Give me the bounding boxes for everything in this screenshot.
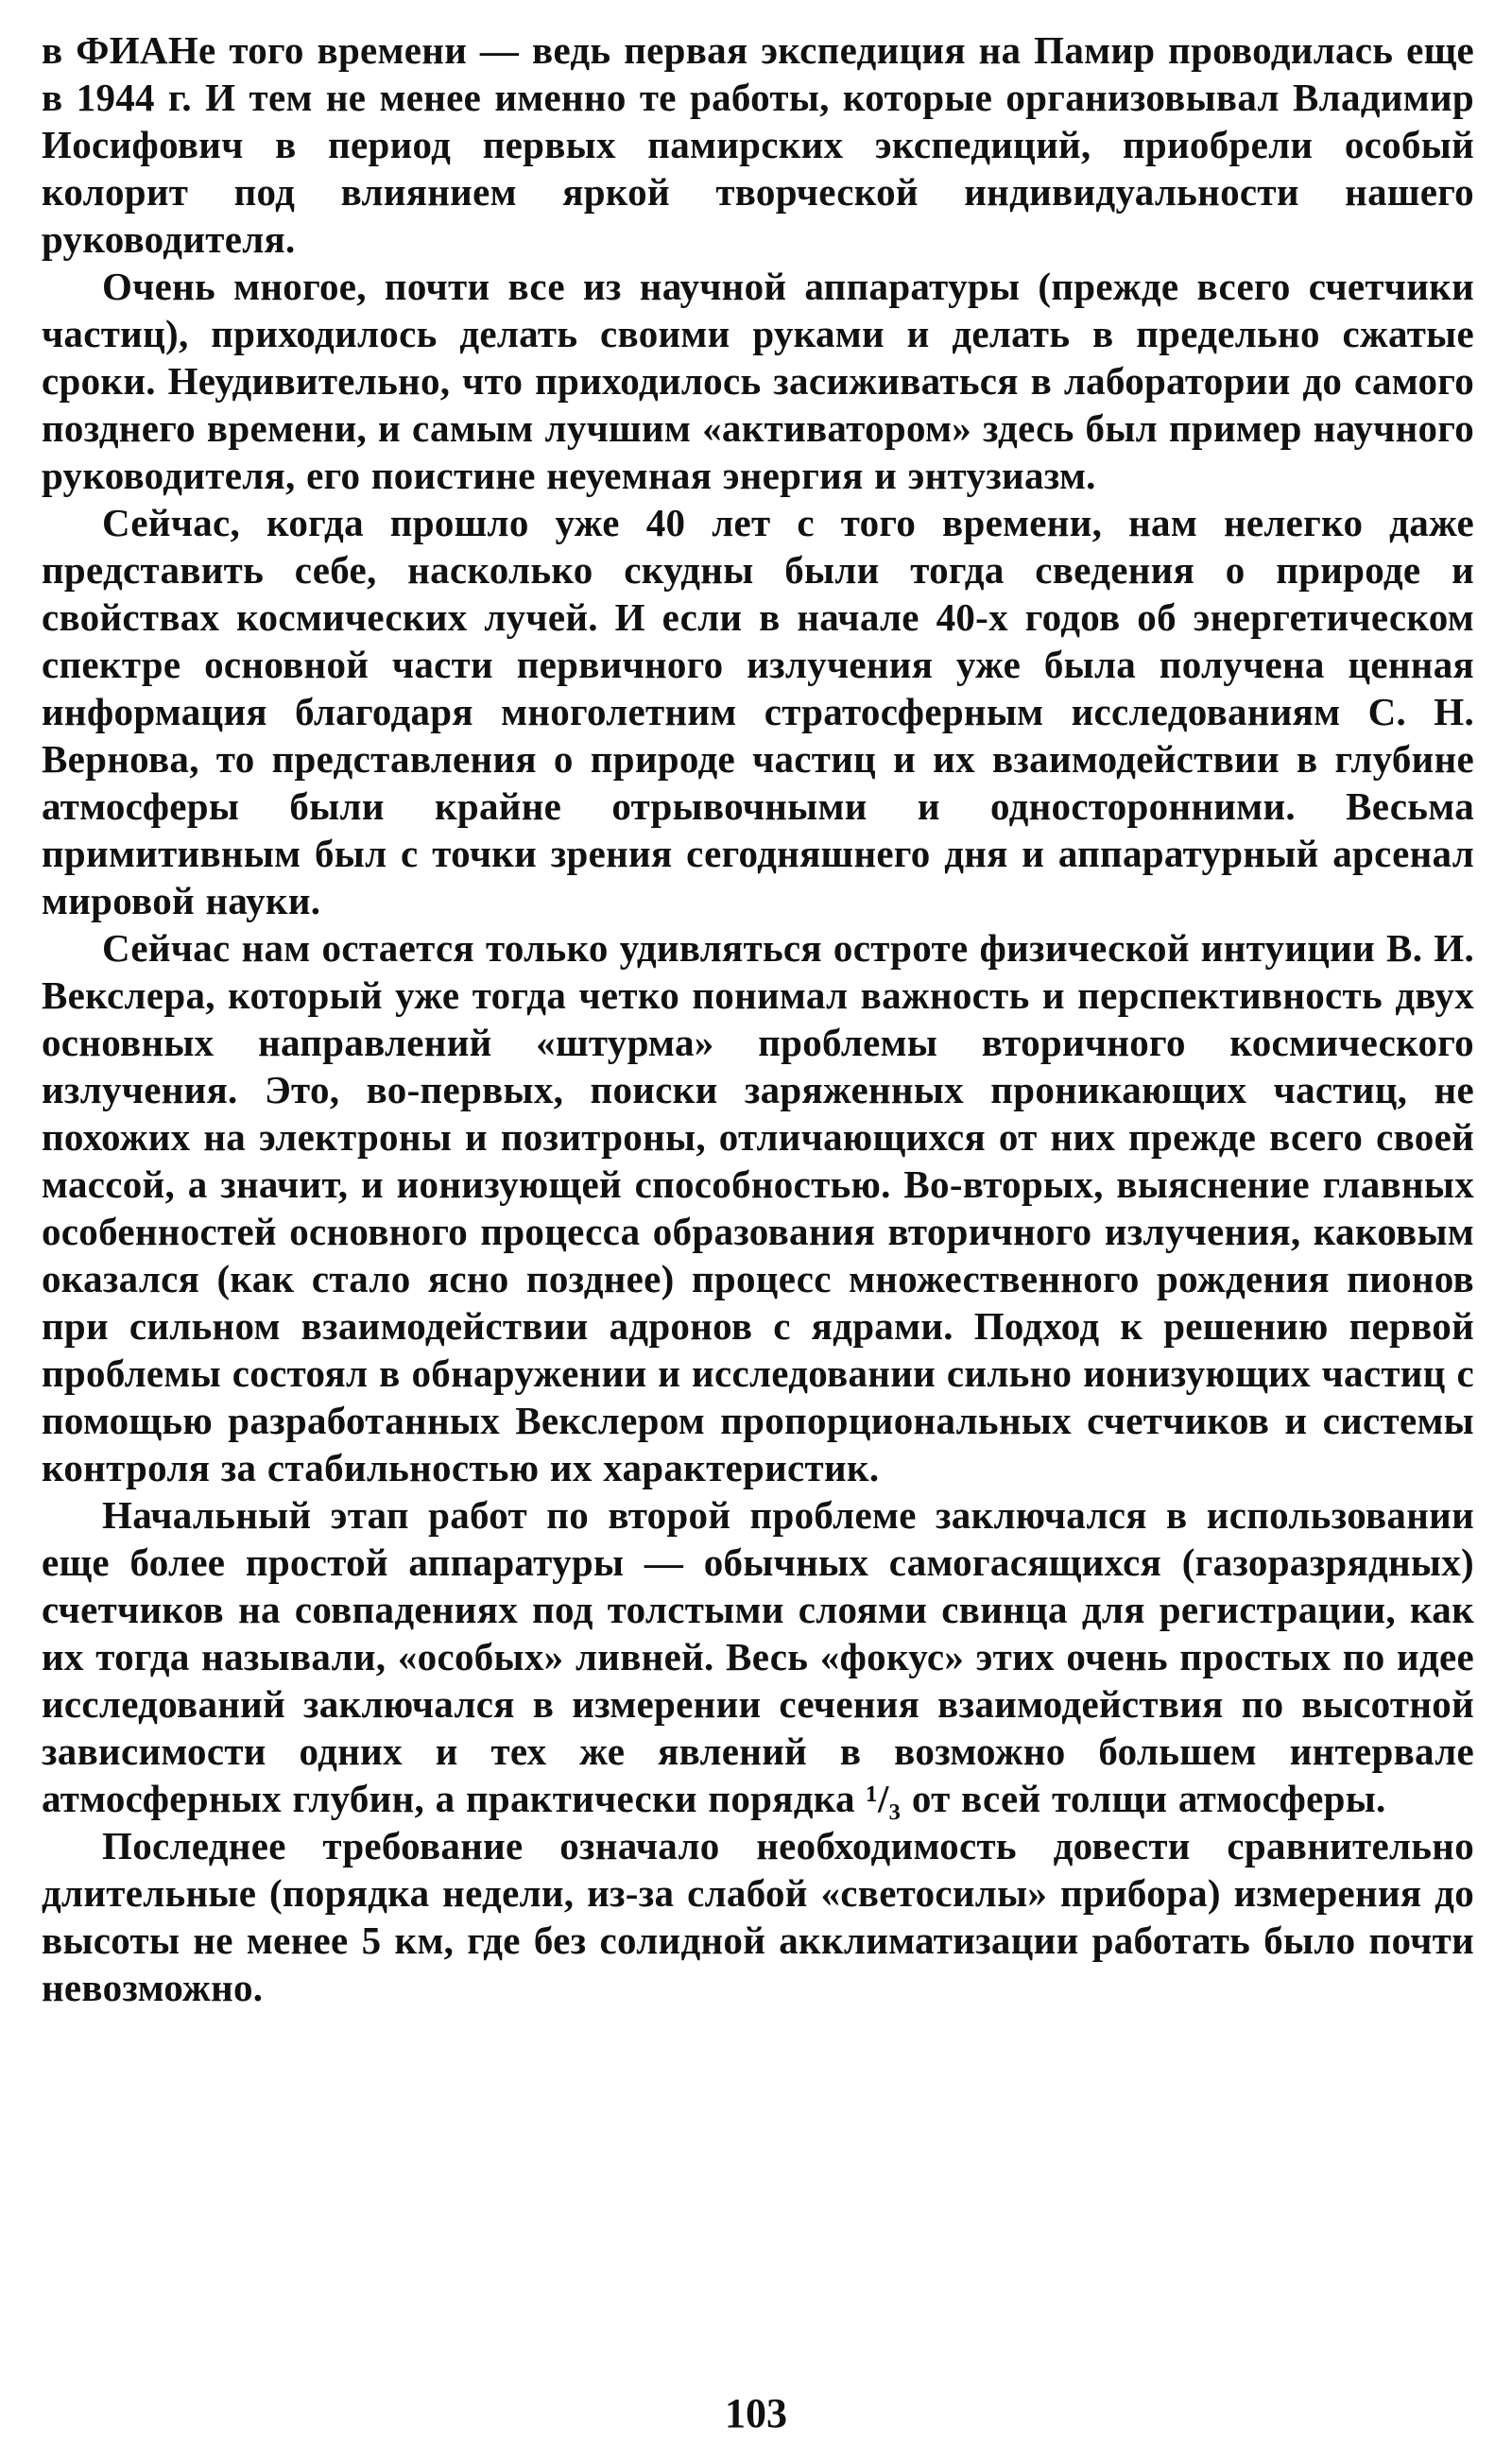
paragraph-continued: в ФИАНе того времени — ведь первая экспедиция на Памир проводилась еще в 1944 г. И тем не менее именно те работы, которые организовывал Владимир Иосифович в период первых памирских экспедиций, приобрели особый колорит под влиянием яркой творческой индивидуальности нашего руководителя. [42,28,1474,261]
paragraph: Начальный этап работ по второй проблеме заключался в использовании еще более простой аппаратуры — обычных самогасящихся (газоразрядных) счетчиков на совпадениях под толстыми слоями свинца для регистрации, как их тогда называли, «особых» ливней. Весь «фокус» этих очень простых по идее исследований заключался в измерении сечения взаимодействия по высотной зависимости одних и тех же явлений в возможно большем интервале атмосферных глубин, а практически порядка ¹/₃ от всей толщи атмосферы. [42,1493,1474,1820]
paragraph: Последнее требование означало необходимость довести сравнительно длительные (порядка недели, из-за слабой «светосилы» прибора) измерения до высоты не менее 5 км, где без солидной акклиматизации работать было почти невозможно. [42,1824,1474,2009]
paragraph: Сейчас нам остается только удивляться остроте физической интуиции В. И. Векслера, который уже тогда четко понимал важность и перспективность двух основных направлений «штурма» проблемы вторичного космического излучения. Это, во-первых, поиски заряженных проникающих частиц, не похожих на электроны и позитроны, отличающихся от них прежде всего своей массой, а значит, и ионизующей способностью. Во-вторых, выяснение главных особенностей основного процесса образования вторичного излучения, каковым оказался (как стало ясно позднее) процесс множественного рождения пионов при сильном взаимодействии адронов с ядрами. Подход к решению первой проблемы состоял в обнаружении и исследовании сильно ионизующих частиц с помощью разработанных Векслером пропорциональных счетчиков и системы контроля за стабильностью их характеристик. [42,926,1474,1489]
body-text [42,26,1474,2011]
paragraph: Сейчас, когда прошло уже 40 лет с того времени, нам нелегко даже представить себе, насколько скудны были тогда сведения о природе и свойствах космических лучей. И если в начале 40-х годов об энергетическом спектре основной части первичного излучения уже была получена ценная информация благодаря многолетним стратосферным исследованиям С. Н. Вернова, то представления о природе частиц и их взаимодействии в глубине атмосферы были крайне отрывочными и односторонними. Весьма примитивным был с точки зрения сегодняшнего дня и аппаратурный арсенал мировой науки. [42,501,1474,922]
page-number: 103 [725,2390,787,2436]
paragraph: Очень многое, почти все из научной аппаратуры (прежде всего счетчики частиц), приходилось делать своими руками и делать в предельно сжатые сроки. Неудивительно, что приходилось засиживаться в лаборатории до самого позднего времени, и самым лучшим «активатором» здесь был пример научного руководителя, его поистине неуемная энергия и энтузиазм. [42,265,1474,497]
